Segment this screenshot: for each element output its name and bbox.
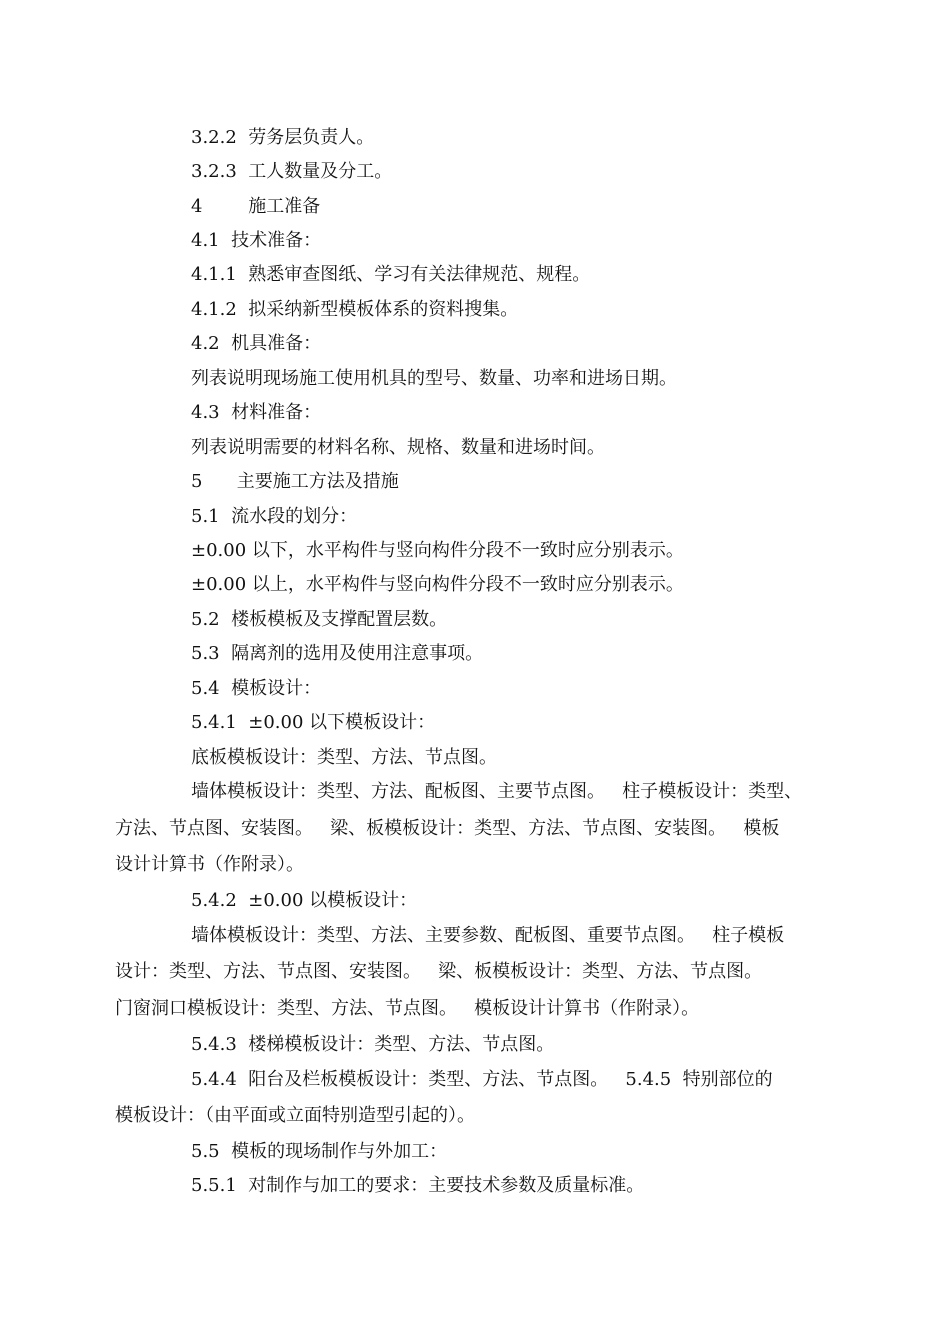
text-line: 方法、节点图、安装图。 梁、板模板设计：类型、方法、节点图、安装图。 模板 [115,818,780,839]
text-line: 3.2.3 工人数量及分工。 [191,161,393,182]
text-line: 列表说明现场施工使用机具的型号、数量、功率和进场日期。 [191,368,677,389]
text-line: 5.5.1 对制作与加工的要求：主要技术参数及质量标准。 [191,1175,645,1196]
text-line: ±0.00 以上，水平构件与竖向构件分段不一致时应分别表示。 [191,574,684,595]
text-line: 4.1 技术准备： [191,230,322,251]
text-line: 5.1 流水段的划分： [191,506,358,527]
text-line: 5.5 模板的现场制作与外加工： [191,1141,448,1162]
text-line: 墙体模板设计：类型、方法、主要参数、配板图、重要节点图。 柱子模板 [191,925,785,946]
text-line: 5.4.4 阳台及栏板模板设计：类型、方法、节点图。 5.4.5 特别部位的 [191,1069,773,1090]
text-line: 3.2.2 劳务层负责人。 [191,127,375,148]
text-line: 列表说明需要的材料名称、规格、数量和进场时间。 [191,437,605,458]
text-line: ±0.00 以下，水平构件与竖向构件分段不一致时应分别表示。 [191,540,684,561]
text-line: 门窗洞口模板设计：类型、方法、节点图。 模板设计计算书（作附录）。 [115,998,700,1019]
text-line: 5.2 楼板模板及支撑配置层数。 [191,609,448,630]
text-line: 4.3 材料准备： [191,402,322,423]
text-line: 设计计算书（作附录）。 [115,854,304,875]
text-line: 墙体模板设计：类型、方法、配板图、主要节点图。 柱子模板设计：类型、 [191,781,803,802]
text-line: 4.2 机具准备： [191,333,322,354]
text-line: 底板模板设计：类型、方法、节点图。 [191,747,497,768]
section-heading: 5 主要施工方法及措施 [191,471,399,492]
text-line: 5.4.1 ±0.00 以下模板设计： [191,712,436,733]
text-line: 5.4.3 楼梯模板设计：类型、方法、节点图。 [191,1034,555,1055]
text-line: 4.1.1 熟悉审查图纸、学习有关法律规范、规程。 [191,264,591,285]
text-line: 5.4.2 ±0.00 以模板设计： [191,890,418,911]
text-line: 4.1.2 拟采纳新型模板体系的资料搜集。 [191,299,519,320]
text-line: 5.3 隔离剂的选用及使用注意事项。 [191,643,484,664]
text-line: 模板设计：（由平面或立面特别造型引起的）。 [115,1105,475,1126]
section-heading: 4 施工准备 [191,196,321,217]
text-line: 设计：类型、方法、节点图、安装图。 梁、板模板设计：类型、方法、节点图。 [115,961,763,982]
text-line: 5.4 模板设计： [191,678,322,699]
